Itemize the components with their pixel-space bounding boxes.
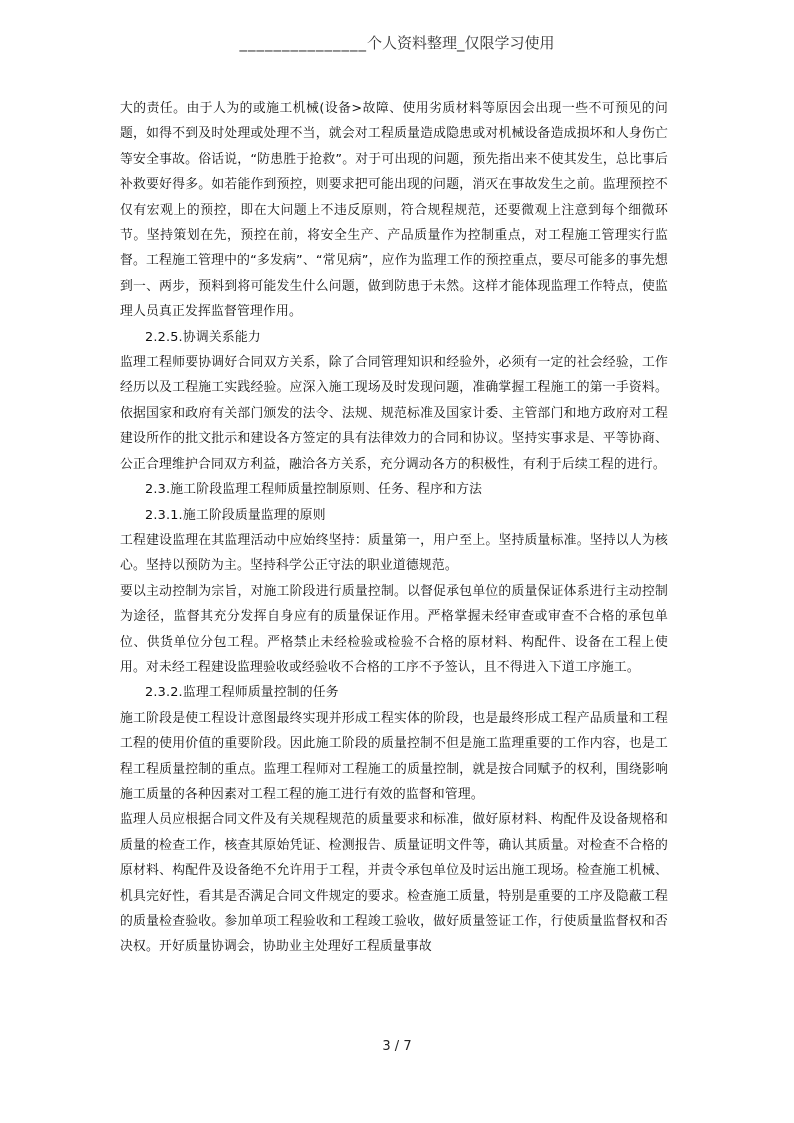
header-rule: _______________ [239,34,367,52]
page-header [0,32,794,54]
section-heading: 2.3.1.施工阶段质量监理的原则 [145,507,326,523]
body-paragraph: 监理人员应根据合同文件及有关规程规范的质量要求和标准，做好原材料、构配件及设备规格和质量的检查工作，核查其原始凭证、检测报告、质量证明文件等，确认其质量。对检查不合格的原材料、构配件及设备绝不允许用于工程，并责令承包单位及时运出施工现场。检查施工机械、机具完好性，看其是否满足合同文件规定的要求。检查施工质量，特别是重要的工序及隐蔽工程的质量检查验收。参加单项工程验收和工程竣工验收，做好质量签证工作，行使质量监督权和否决权。开好质量协调会，协助业主处理好工程质量事故 [120,812,668,955]
section-heading: 2.2.5.协调关系能力 [145,329,261,345]
document-body [120,96,668,960]
body-paragraph: 施工阶段是使工程设计意图最终实现并形成工程实体的阶段，也是最终形成工程产品质量和工程工程的使用价值的重要阶段。因此施工阶段的质量控制不但是施工监理重要的工作内容，也是工程工程质量控制的重点。监理工程师对工程施工的质量控制，就是按合同赋予的权利，围绕影响施工质量的各种因素对工程工程的施工进行有效的监督和管理。 [120,710,668,802]
page-number: 3 / 7 [382,1039,412,1054]
body-paragraph: 工程建设监理在其监理活动中应始终坚持：质量第一，用户至上。坚持质量标准。坚持以人为核心。坚持以预防为主。坚持科学公正守法的职业道德规范。 [120,532,668,574]
section-heading: 2.3.2.监理工程师质量控制的任务 [145,685,339,701]
body-paragraph: 要以主动控制为宗旨，对施工阶段进行质量控制。以督促承包单位的质量保证体系进行主动控制为途径，监督其充分发挥自身应有的质量保证作用。严格掌握未经审查或审查不合格的承包单位、供货单位分包工程。严格禁止未经检验或检验不合格的原材料、构配件、设备在工程上使用。对未经工程建设监理验收或经验收不合格的工序不予签认，且不得进入下道工序施工。 [120,583,668,675]
section-heading: 2.3.施工阶段监理工程师质量控制原则、任务、程序和方法 [145,482,483,498]
body-paragraph: 大的责任。由于人为的或施工机械(设备>故障、使用劣质材料等原因会出现一些不可预见的问题，如得不到及时处理或处理不当，就会对工程质量造成隐患或对机械设备造成损坏和人身伤亡等安全事故。俗话说，“防患胜于抢救”。对于可出现的问题，预先指出来不使其发生，总比事后补救要好得多。如若能作到预控，则要求把可能出现的问题，消灭在事故发生之前。监理预控不仅有宏观上的预控，即在大问题上不违反原则，符合规程规范，还要微观上注意到每个细微环节。坚持策划在先，预控在前，将安全生产、产品质量作为控制重点，对工程施工管理实行监督。工程施工管理中的“多发病”、“常见病”，应作为监理工作的预控重点，要尽可能多的事先想到一、两步，预料到将可能发生什么问题，做到防患于未然。这样才能体现监理工作特点，使监理人员真正发挥监督管理作用。 [120,101,668,320]
body-paragraph: 监理工程师要协调好合同双方关系，除了合同管理知识和经验外，必须有一定的社会经验，工作经历以及工程施工实践经验。应深入施工现场及时发现问题，准确掌握工程施工的第一手资料。依据国家和政府有关部门颁发的法令、法规、规范标准及国家计委、主管部门和地方政府对工程建设所作的批文批示和建设各方签定的具有法律效力的合同和协议。坚持实事求是、平等协商、公正合理维护合同双方利益，融洽各方关系，充分调动各方的积极性，有利于后续工程的进行。 [120,355,668,472]
header-title: 个人资料整理_仅限学习使用 [366,34,555,52]
